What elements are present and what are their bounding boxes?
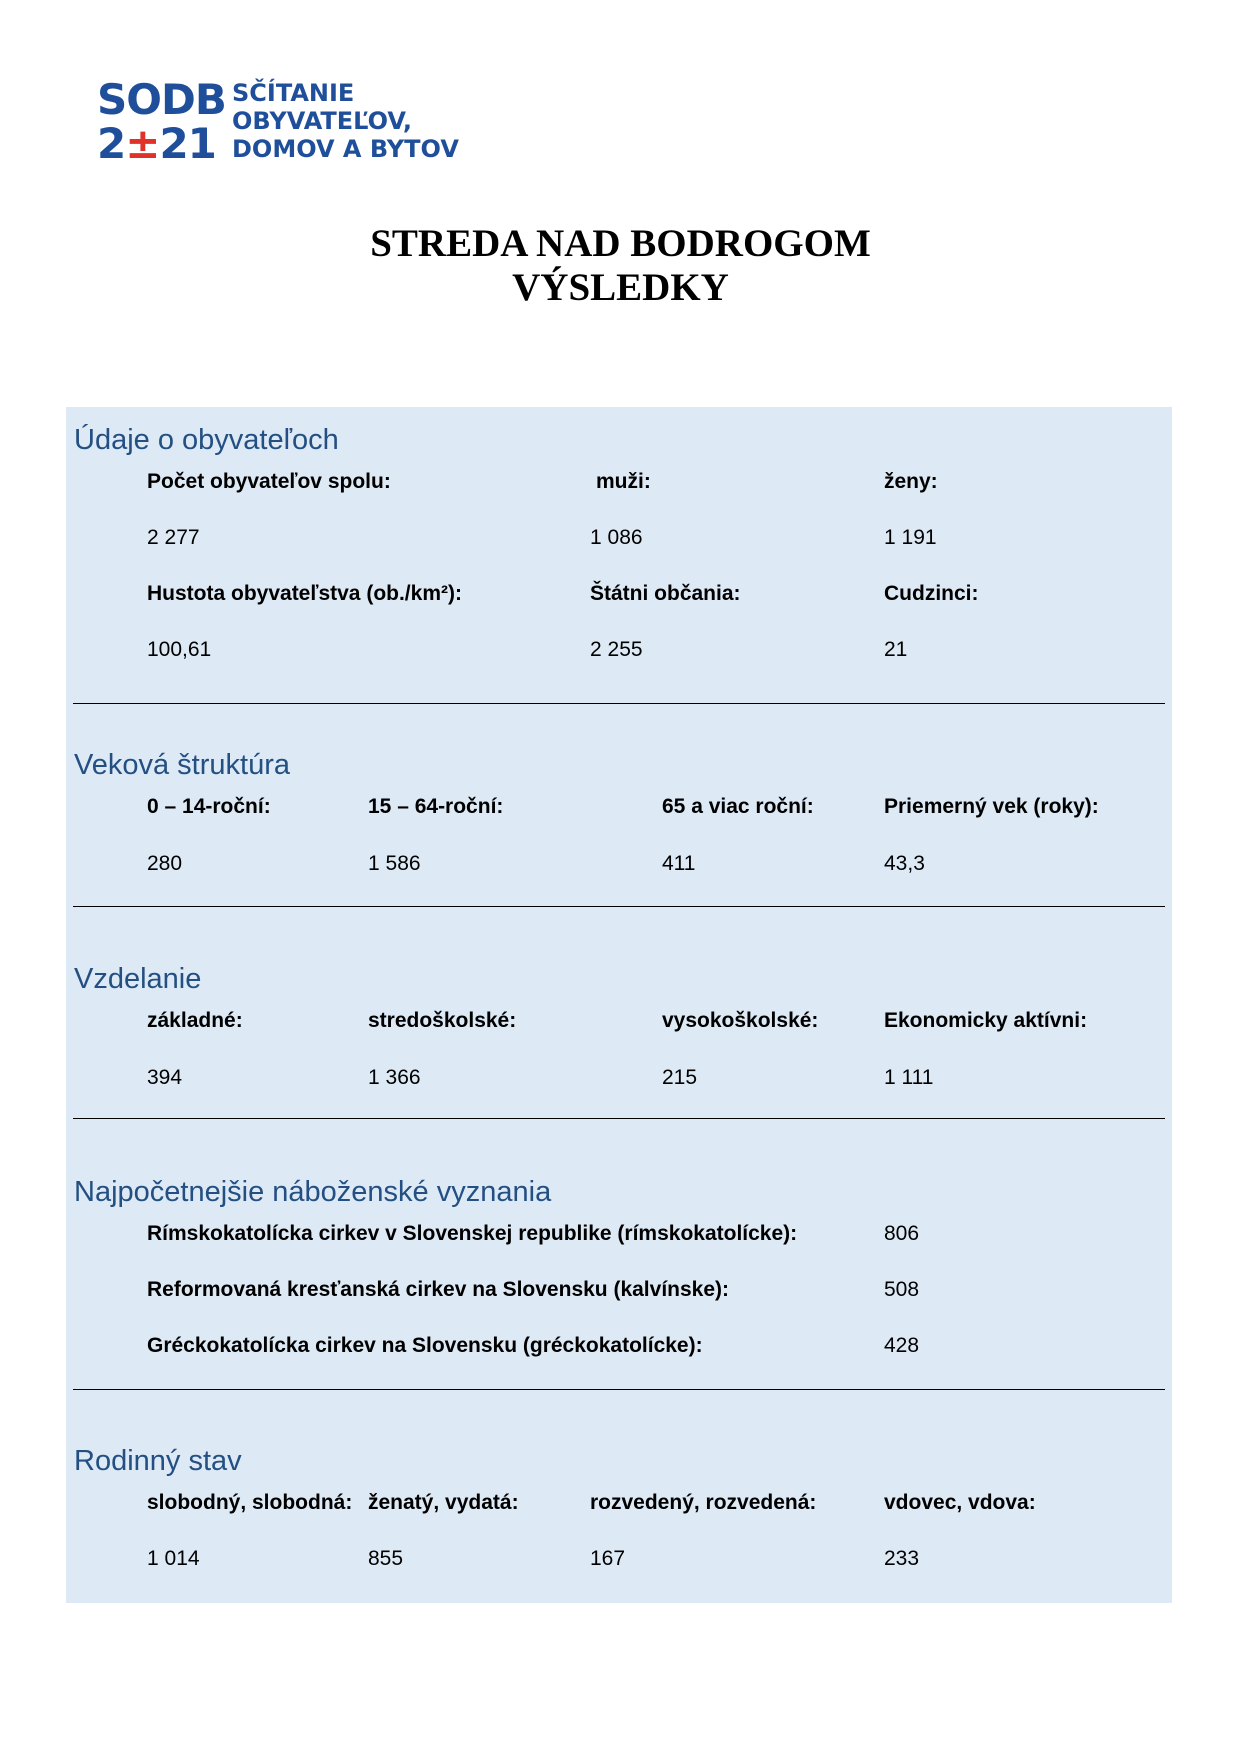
education-secondary-label: stredoškolské: — [368, 1009, 517, 1032]
citizens-label: Štátni občania: — [590, 582, 741, 605]
section-divider — [73, 1389, 1165, 1390]
marital-married-value: 855 — [368, 1547, 404, 1570]
section-title-nabozenstvo: Najpočetnejšie náboženské vyznania — [74, 1176, 552, 1208]
men-label: muži: — [596, 470, 651, 493]
economically-active-value: 1 111 — [884, 1066, 934, 1089]
density-value: 100,61 — [147, 638, 212, 661]
age-65-plus-label: 65 a viac roční: — [662, 795, 814, 818]
education-university-value: 215 — [662, 1066, 698, 1089]
education-university-label: vysokoškolské: — [662, 1009, 819, 1032]
marital-divorced-value: 167 — [590, 1547, 626, 1570]
education-basic-label: základné: — [147, 1009, 243, 1032]
logo-plusminus-icon: ± — [125, 119, 160, 168]
logo-mark — [97, 75, 226, 168]
average-age-value: 43,3 — [884, 852, 925, 875]
foreigners-value: 21 — [884, 638, 908, 661]
section-divider — [73, 703, 1165, 704]
logo-words — [232, 79, 462, 163]
marital-widowed-label: vdovec, vdova: — [884, 1491, 1036, 1514]
logo-digit: 2 — [97, 119, 126, 168]
foreigners-label: Cudzinci: — [884, 582, 979, 605]
logo-digits: 21 — [159, 119, 216, 168]
page-subtitle: VÝSLEDKY — [512, 266, 729, 309]
religion-label: Reformovaná kresťanská cirkev na Slovensku (kalvínske): — [147, 1278, 730, 1301]
education-basic-value: 394 — [147, 1066, 183, 1089]
section-title-vek: Veková štruktúra — [74, 749, 290, 781]
education-secondary-value: 1 366 — [368, 1066, 421, 1089]
page-title: STREDA NAD BODROGOM — [370, 222, 871, 265]
section-title-rodinny-stav: Rodinný stav — [74, 1445, 242, 1477]
section-title-vzdelanie: Vzdelanie — [74, 963, 202, 995]
logo-mark-top: SODB — [97, 75, 226, 124]
logo-mark-bottom — [97, 119, 216, 168]
age-0-14-label: 0 – 14-roční: — [147, 795, 271, 818]
marital-widowed-value: 233 — [884, 1547, 920, 1570]
section-title-obyvatelia: Údaje o obyvateľoch — [74, 424, 339, 456]
men-value: 1 086 — [590, 526, 643, 549]
marital-married-label: ženatý, vydatá: — [368, 1491, 519, 1514]
total-population-value: 2 277 — [147, 526, 200, 549]
section-divider — [73, 1118, 1165, 1119]
logo-line-1: SČÍTANIE — [232, 79, 355, 107]
religion-value: 806 — [884, 1222, 920, 1245]
age-15-64-label: 15 – 64-roční: — [368, 795, 504, 818]
women-value: 1 191 — [884, 526, 937, 549]
average-age-label: Priemerný vek (roky): — [884, 795, 1099, 818]
economically-active-label: Ekonomicky aktívni: — [884, 1009, 1088, 1032]
religion-value: 428 — [884, 1334, 920, 1357]
total-population-label: Počet obyvateľov spolu: — [147, 470, 391, 493]
logo-line-3: DOMOV A BYTOV — [232, 135, 459, 163]
marital-single-value: 1 014 — [147, 1547, 200, 1570]
marital-divorced-label: rozvedený, rozvedená: — [590, 1491, 817, 1514]
density-label: Hustota obyvateľstva (ob./km²): — [147, 582, 462, 605]
age-0-14-value: 280 — [147, 852, 183, 875]
citizens-value: 2 255 — [590, 638, 643, 661]
religion-label: Gréckokatolícka cirkev na Slovensku (gréckokatolícke): — [147, 1334, 703, 1357]
section-divider — [73, 906, 1165, 907]
religion-value: 508 — [884, 1278, 920, 1301]
age-65-plus-value: 411 — [662, 852, 696, 875]
sodb-logo — [97, 75, 459, 168]
logo-line-2: OBYVATEĽOV, — [232, 107, 412, 135]
religion-label: Rímskokatolícka cirkev v Slovenskej republike (rímskokatolícke): — [147, 1222, 798, 1245]
age-15-64-value: 1 586 — [368, 852, 421, 875]
women-label: ženy: — [884, 470, 938, 493]
marital-single-label: slobodný, slobodná: — [147, 1491, 353, 1514]
